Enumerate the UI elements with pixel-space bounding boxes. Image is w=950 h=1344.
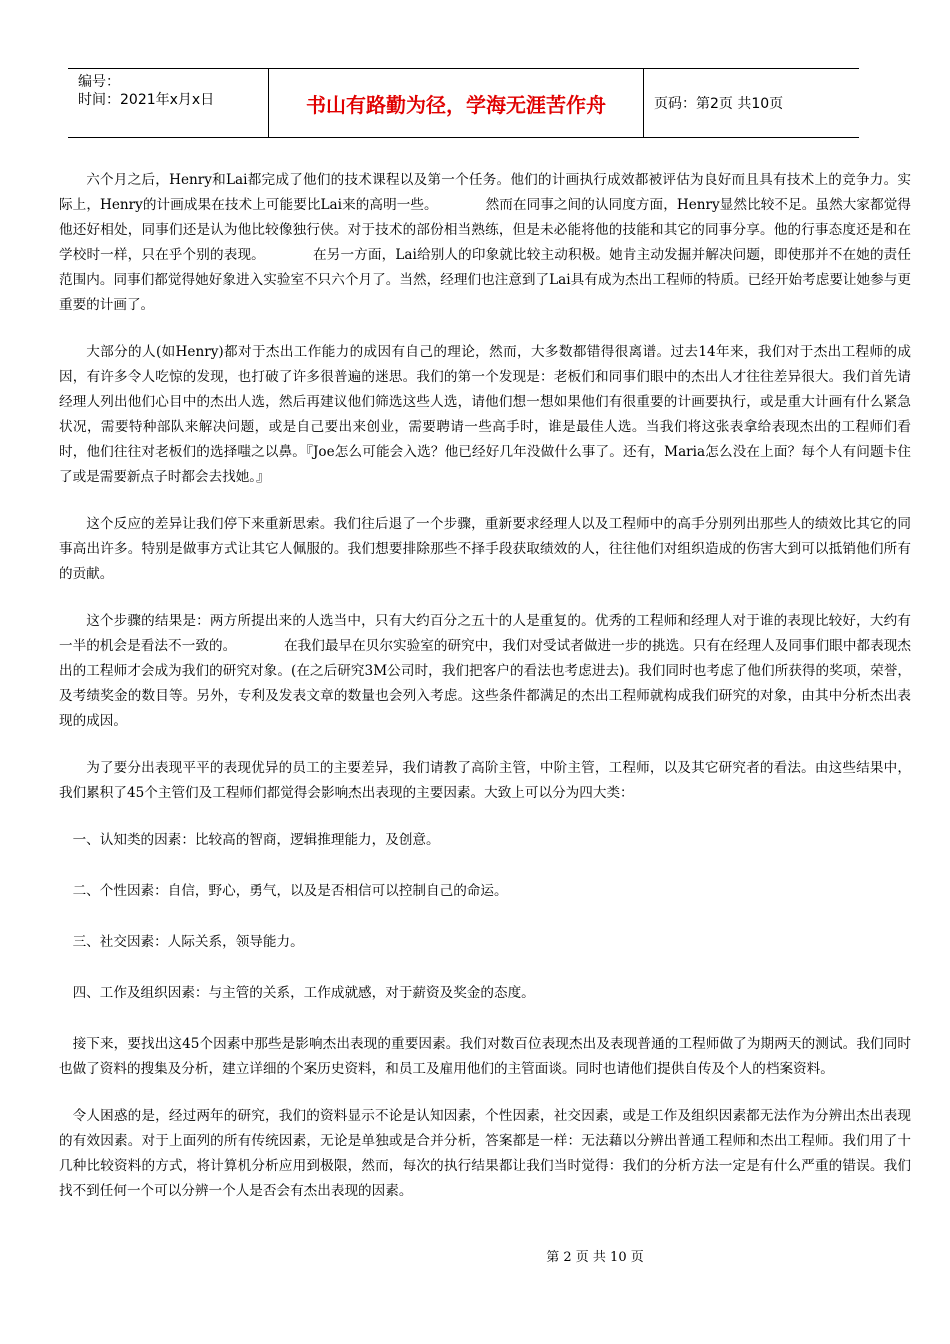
body-paragraph: 令人困惑的是，经过两年的研究，我们的资料显示不论是认知因素，个性因素，社交因素，或是工作及组织因素都无法作为分辨出杰出表现的有效因素。对于上面列的所有传统因素，无论是单独或是合并分析，答案都是一样：无法藉以分辨出普通工程师和杰出工程师。我们用了十几种比较资料的方式，将计算机分析应用到极限，然而，每次的执行结果都让我们当时觉得：我们的分析方法一定是有什么严重的错误。我们找不到任何一个可以分辨一个人是否会有杰出表现的因素。 [59, 1108, 911, 1199]
header-page-info: 页码：第2页 共10页 [654, 96, 784, 112]
header-meta [68, 69, 269, 137]
body-paragraph: 六个月之后，Henry和Lai都完成了他们的技术课程以及第一个任务。他们的计画执行成效都被评估为良好而且具有技术上的竞争力。实际上，Henry的计画成果在技术上可能要比Lai来的高明一些。 然而在同事之间的认同度方面，Henry显然比较不足。虽然大家都觉得他还好相处，同事们还是认为他比较像独行侠。对于技术的部份相当熟练，但是未必能将他的技能和其它的同事分享。他的行事态度还是和在学校时一样，只在乎个别的表现。 在另一方面，Lai给别人的印象就比较主动积极。她肯主动发掘并解决问题，即使那并不在她的责任范围内。同事们都觉得她好象进入实验室不只六个月了。当然，经理们也注意到了Lai具有成为杰出工程师的特质。已经开始考虑要让她参与更重要的计画了。 [59, 172, 911, 313]
factor-item: 二、个性因素：自信，野心，勇气，以及是否相信可以控制自己的命运。 [72, 883, 508, 899]
page-header [68, 68, 859, 138]
page-footer: 第 2 页 共 10 页 [546, 1250, 644, 1265]
body-paragraph: 大部分的人(如Henry)都对于杰出工作能力的成因有自己的理论，然而，大多数都错得很离谱。过去14年来，我们对于杰出工程师的成因，有许多令人吃惊的发现，也打破了许多很普遍的迷思。我们的第一个发现是：老板们和同事们眼中的杰出人才往往差异很大。我们首先请经理人列出他们心目中的杰出人选，然后再建议他们筛选这些人选，请他们想一想如果他们有很重要的计画要执行，或是重大计画有什么紧急状况，需要特种部队来解决问题，或是自己要出来创业，需要聘请一些高手时，谁是最佳人选。当我们将这张表拿给表现杰出的工程师们看时，他们往往对老板们的选择嗤之以鼻。『Joe怎么可能会入选？他已经好几年没做什么事了。还有，Maria怎么没在上面？每个人有问题卡住了或是需要新点子时都会去找她。』 [59, 344, 911, 485]
document-number-label: 编号： [78, 74, 120, 90]
factor-item: 三、社交因素：人际关系，领导能力。 [72, 934, 304, 950]
body-paragraph: 这个反应的差异让我们停下来重新思索。我们往后退了一个步骤，重新要求经理人以及工程师中的高手分别列出那些人的绩效比其它的同事高出许多。特别是做事方式让其它人佩服的。我们想要排除那些不择手段获取绩效的人，往往他们对组织造成的伤害大到可以抵销他们所有的贡献。 [59, 516, 911, 582]
document-body [59, 168, 911, 1226]
factor-item: 四、工作及组织因素：与主管的关系，工作成就感，对于薪资及奖金的态度。 [72, 985, 535, 1001]
header-motto: 书山有路勤为径，学海无涯苦作舟 [269, 69, 644, 137]
body-paragraph: 为了要分出表现平平的表现优异的员工的主要差异，我们请教了高阶主管，中阶主管，工程师，以及其它研究者的看法。由这些结果中，我们累积了45个主管们及工程师们都觉得会影响杰出表现的主要因素。大致上可以分为四大类： [59, 760, 911, 801]
document-date: 时间：2021年x月x日 [78, 92, 215, 108]
factor-item: 一、认知类的因素：比较高的智商，逻辑推理能力，及创意。 [72, 832, 440, 848]
body-paragraph: 接下来，要找出这45个因素中那些是影响杰出表现的重要因素。我们对数百位表现杰出及表现普通的工程师做了为期两天的测试。我们同时也做了资料的搜集及分析，建立详细的个案历史资料，和员工及雇用他们的主管面谈。同时也请他们提供自传及个人的档案资料。 [59, 1036, 911, 1077]
body-paragraph: 这个步骤的结果是：两方所提出来的人选当中，只有大约百分之五十的人是重复的。优秀的工程师和经理人对于谁的表现比较好，大约有一半的机会是看法不一致的。 在我们最早在贝尔实验室的研究中，我们对受试者做进一步的挑选。只有在经理人及同事们眼中都表现杰出的工程师才会成为我们的研究对象。(在之后研究3M公司时，我们把客户的看法也考虑进去)。我们同时也考虑了他们所获得的奖项，荣誉，及考绩奖金的数目等。另外，专利及发表文章的数量也会列入考虑。这些条件都满足的杰出工程师就构成我们研究的对象，由其中分析杰出表现的成因。 [59, 613, 911, 729]
